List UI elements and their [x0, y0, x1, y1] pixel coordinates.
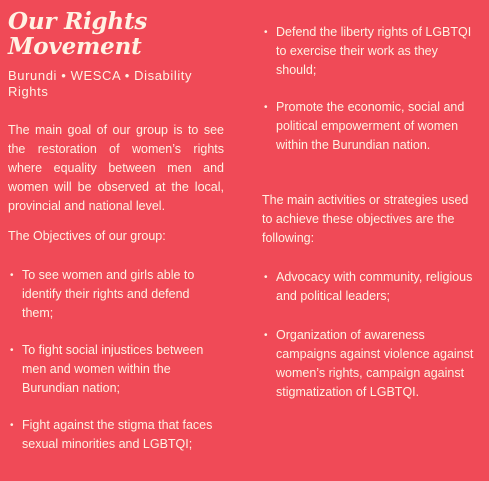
list-item	[8, 416, 224, 454]
bullet-icon: •	[10, 270, 14, 281]
bullet-icon: •	[264, 330, 268, 341]
list-item	[8, 266, 224, 323]
left-column	[8, 0, 224, 454]
list-item	[262, 268, 478, 306]
list-item-text: To fight social injustices between men and women within the Burundian nation;	[22, 343, 204, 395]
list-item-text: Advocacy with community, religious and political leaders;	[276, 270, 473, 303]
page-title	[8, 9, 224, 59]
list-item-text: To see women and girls able to identify their rights and defend them;	[22, 268, 195, 320]
title-line-2: Movement	[8, 33, 142, 60]
list-item-text: Promote the economic, social and political empowerment of women within the Burundian nation.	[276, 100, 465, 152]
objectives-label: The Objectives of our group:	[8, 229, 166, 243]
right-column	[262, 0, 478, 402]
title-line-1: Our Rights	[8, 8, 148, 35]
list-item-text: Fight against the stigma that faces sexual minorities and LGBTQI;	[22, 418, 213, 451]
objectives-list	[8, 266, 224, 454]
list-item	[8, 341, 224, 398]
list-item	[262, 23, 478, 80]
bullet-icon: •	[264, 27, 268, 38]
list-item-text: Defend the liberty rights of LGBTQI to exercise their work as they should;	[276, 25, 472, 77]
bullet-icon: •	[264, 102, 268, 113]
list-item	[262, 98, 478, 155]
objectives-list-continued	[262, 23, 478, 155]
goal-paragraph: The main goal of our group is to see the restoration of women’s rights where equality between men and women will be observed at the local, provincial and national level.	[8, 123, 224, 213]
list-item-text: Organization of awareness campaigns against violence against women’s rights, campaign against stigmatization of LGBTQI.	[276, 328, 474, 399]
list-item	[262, 326, 478, 402]
bullet-icon: •	[10, 345, 14, 356]
bullet-icon: •	[10, 420, 14, 431]
page-subtitle: Burundi • WESCA • Disability Rights	[8, 68, 193, 99]
activities-label: The main activities or strategies used to achieve these objectives are the following:	[262, 193, 469, 245]
activities-list	[262, 268, 478, 402]
bullet-icon: •	[264, 272, 268, 283]
